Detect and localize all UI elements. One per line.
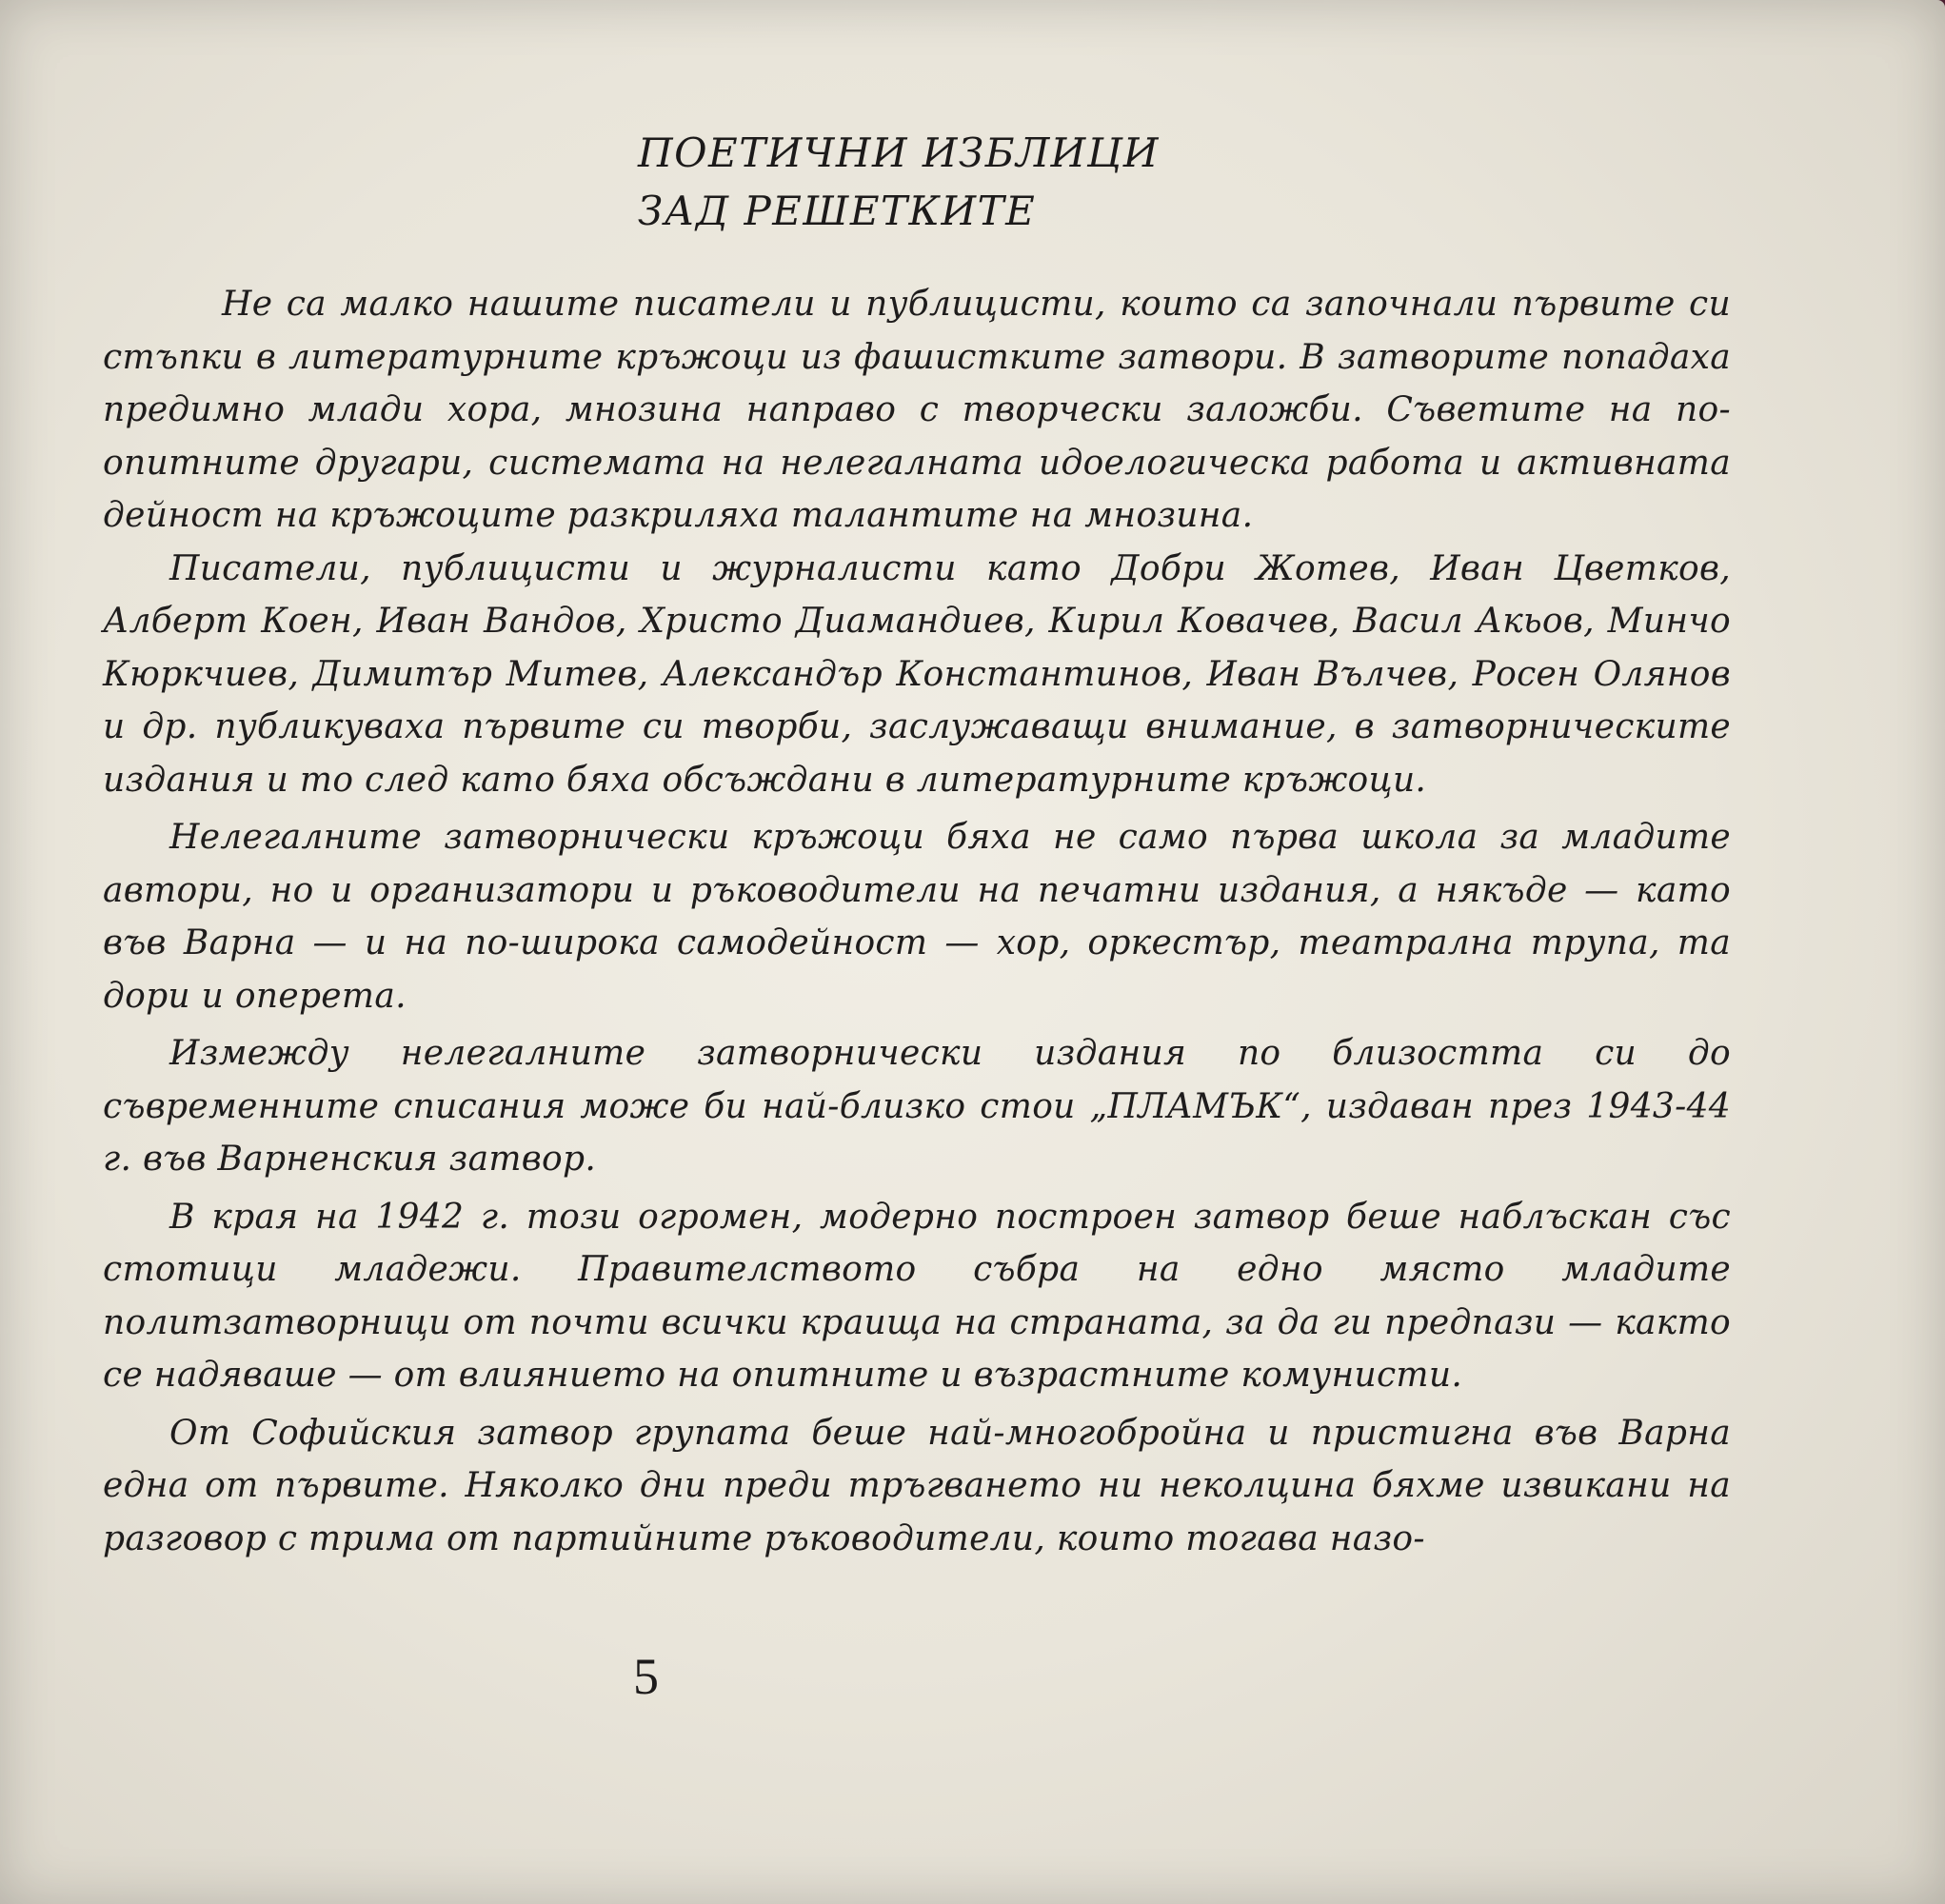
page-number: 5 [633,1648,659,1705]
paragraph-5: В края на 1942 г. този огромен, модерно построен затвор беше наблъскан със стотици младежи. Правителството събра на едно място младите политзатворници от почти всички краища на страната, за да ги предпази — както се надяваше — от влиянието на опитните и възрастните комунисти. [103,1197,1731,1395]
body-text [103,278,1731,1565]
paragraph-1: Не са малко нашите писатели и публицисти, които са започнали първите си стъпки в литературните кръжоци из фашистките затвори. В затворите попадаха предимно млади хора, мнозина направо с творчески заложби. Съветите на по-опитните другари, системата на нелегалната идоелогическа работа и активната дейност на кръжоците разкриляха талантите на мнозина. [103,285,1731,535]
paragraph-6: От Софийския затвор групата беше най-многобройна и пристигна във Варна една от първите. Няколко дни преди тръгването ни неколцина бяхме извикани на разговор с трима от партийните ръководители, които тогава назо- [103,1413,1731,1558]
paragraph-2: Писатели, публицисти и журналисти като Добри Жотев, Иван Цветков, Алберт Коен, Иван Вандов, Христо Диамандиев, Кирил Ковачев, Васил Акьов, Минчо Кюркчиев, Димитър Митев, Александър Константинов, Иван Вълчев, Росен Олянов и др. публикуваха първите си творби, заслужаващи внимание, в затворническите издания и то след като бяха обсъждани в литературните кръжоци. [103,548,1731,800]
chapter-title-line-1: ПОЕТИЧНИ ИЗБЛИЦИ [638,129,1161,176]
chapter-title [638,124,1731,240]
chapter-title-line-2: ЗАД РЕШЕТКИТЕ [638,188,1037,234]
paragraph-3: Нелегалните затворнически кръжоци бяха не само първа школа за младите автори, но и организатори и ръководители на печатни издания, а някъде — като във Варна — и на по-широка самодейност — хор, оркестър, театрална трупа, та дори и оперета. [103,818,1731,1016]
paragraph-4: Измежду нелегалните затворнически издания по близостта си до съвременните списания може би най-близко стои „ПЛАМЪК“, издаван през 1943-44 г. във Варненския затвор. [103,1034,1731,1179]
page-content [103,124,1731,1565]
